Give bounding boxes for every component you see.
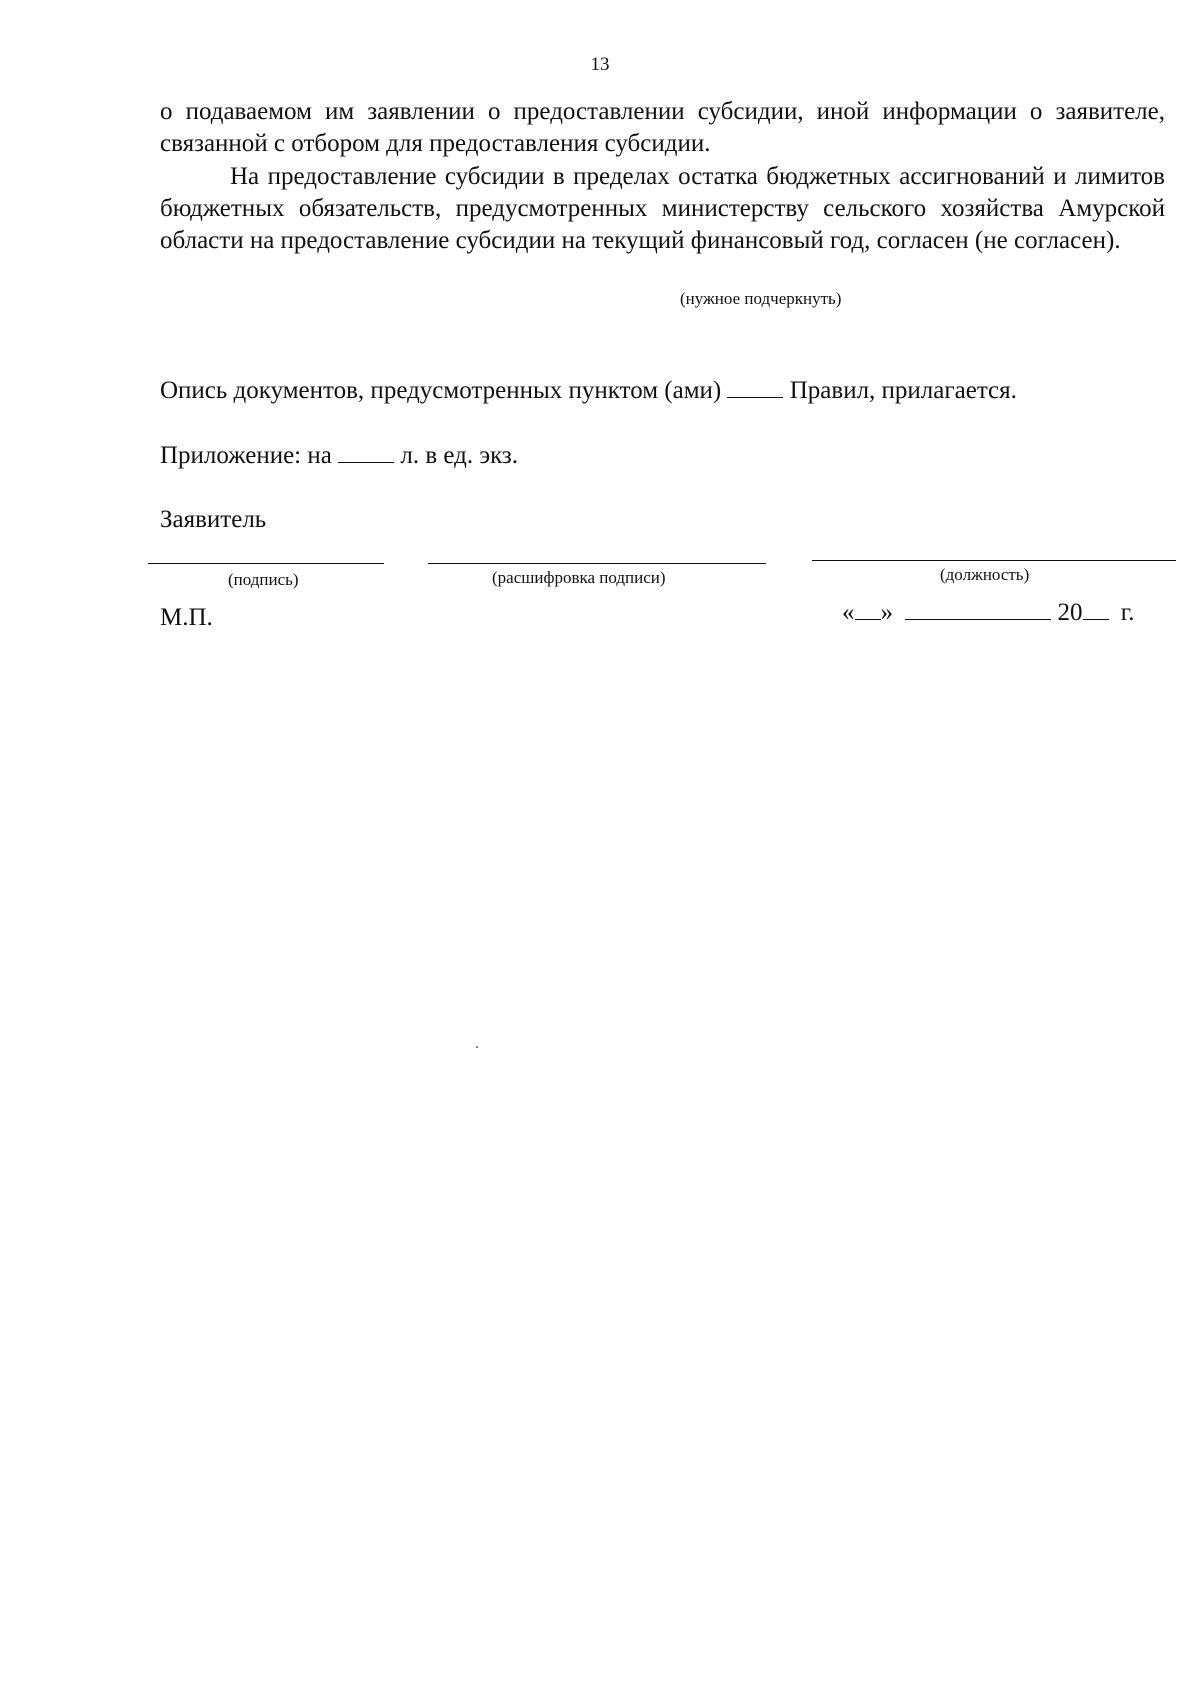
attachment-text-before: Приложение: на <box>160 442 332 469</box>
paragraph-applicant-info: о подаваемом им заявлении о предоставлении субсидии, иной информации о заявителе, связанной с отбором для предоставления субсидии. <box>160 98 1165 157</box>
date-year-suffix: г. <box>1120 599 1135 626</box>
applicant-label: Заявитель <box>160 506 267 533</box>
scan-speck <box>476 1046 478 1048</box>
stamp-label: М.П. <box>160 604 213 631</box>
position-line[interactable] <box>812 560 1176 561</box>
paragraph-consent: На предоставление субсидии в пределах остатка бюджетных ассигнований и лимитов бюджетных обязательств, предусмотренных министерству сельского хозяйства Амурской области на предоставление субсидии на текущий финансовый год, согласен (не согласен). <box>160 163 1165 254</box>
date-year-prefix: 20 <box>1057 599 1083 626</box>
date-year-blank[interactable] <box>1083 597 1109 620</box>
date-close-quote: » <box>880 599 893 626</box>
signature-decryption-caption: (расшифровка подписи) <box>492 568 666 587</box>
inventory-line <box>160 375 1017 405</box>
position-caption: (должность) <box>940 565 1030 584</box>
attachment-sheets-blank[interactable] <box>338 440 394 463</box>
date-month-blank[interactable] <box>905 597 1051 620</box>
inventory-text-before: Опись документов, предусмотренных пунктом (ами) <box>160 377 722 404</box>
date-open-quote: « <box>842 599 855 626</box>
underline-note: (нужное подчеркнуть) <box>680 289 842 308</box>
attachment-text-after: л. в ед. экз. <box>400 442 519 469</box>
inventory-clause-blank[interactable] <box>727 375 783 398</box>
page-number: 13 <box>590 54 610 75</box>
date-line <box>842 597 1134 627</box>
signature-line[interactable] <box>148 563 384 564</box>
date-day-blank[interactable] <box>855 597 881 620</box>
signature-decryption-line[interactable] <box>428 563 766 564</box>
inventory-text-after: Правил, прилагается. <box>789 377 1017 404</box>
signature-caption: (подпись) <box>228 570 299 589</box>
attachment-line <box>160 440 518 470</box>
